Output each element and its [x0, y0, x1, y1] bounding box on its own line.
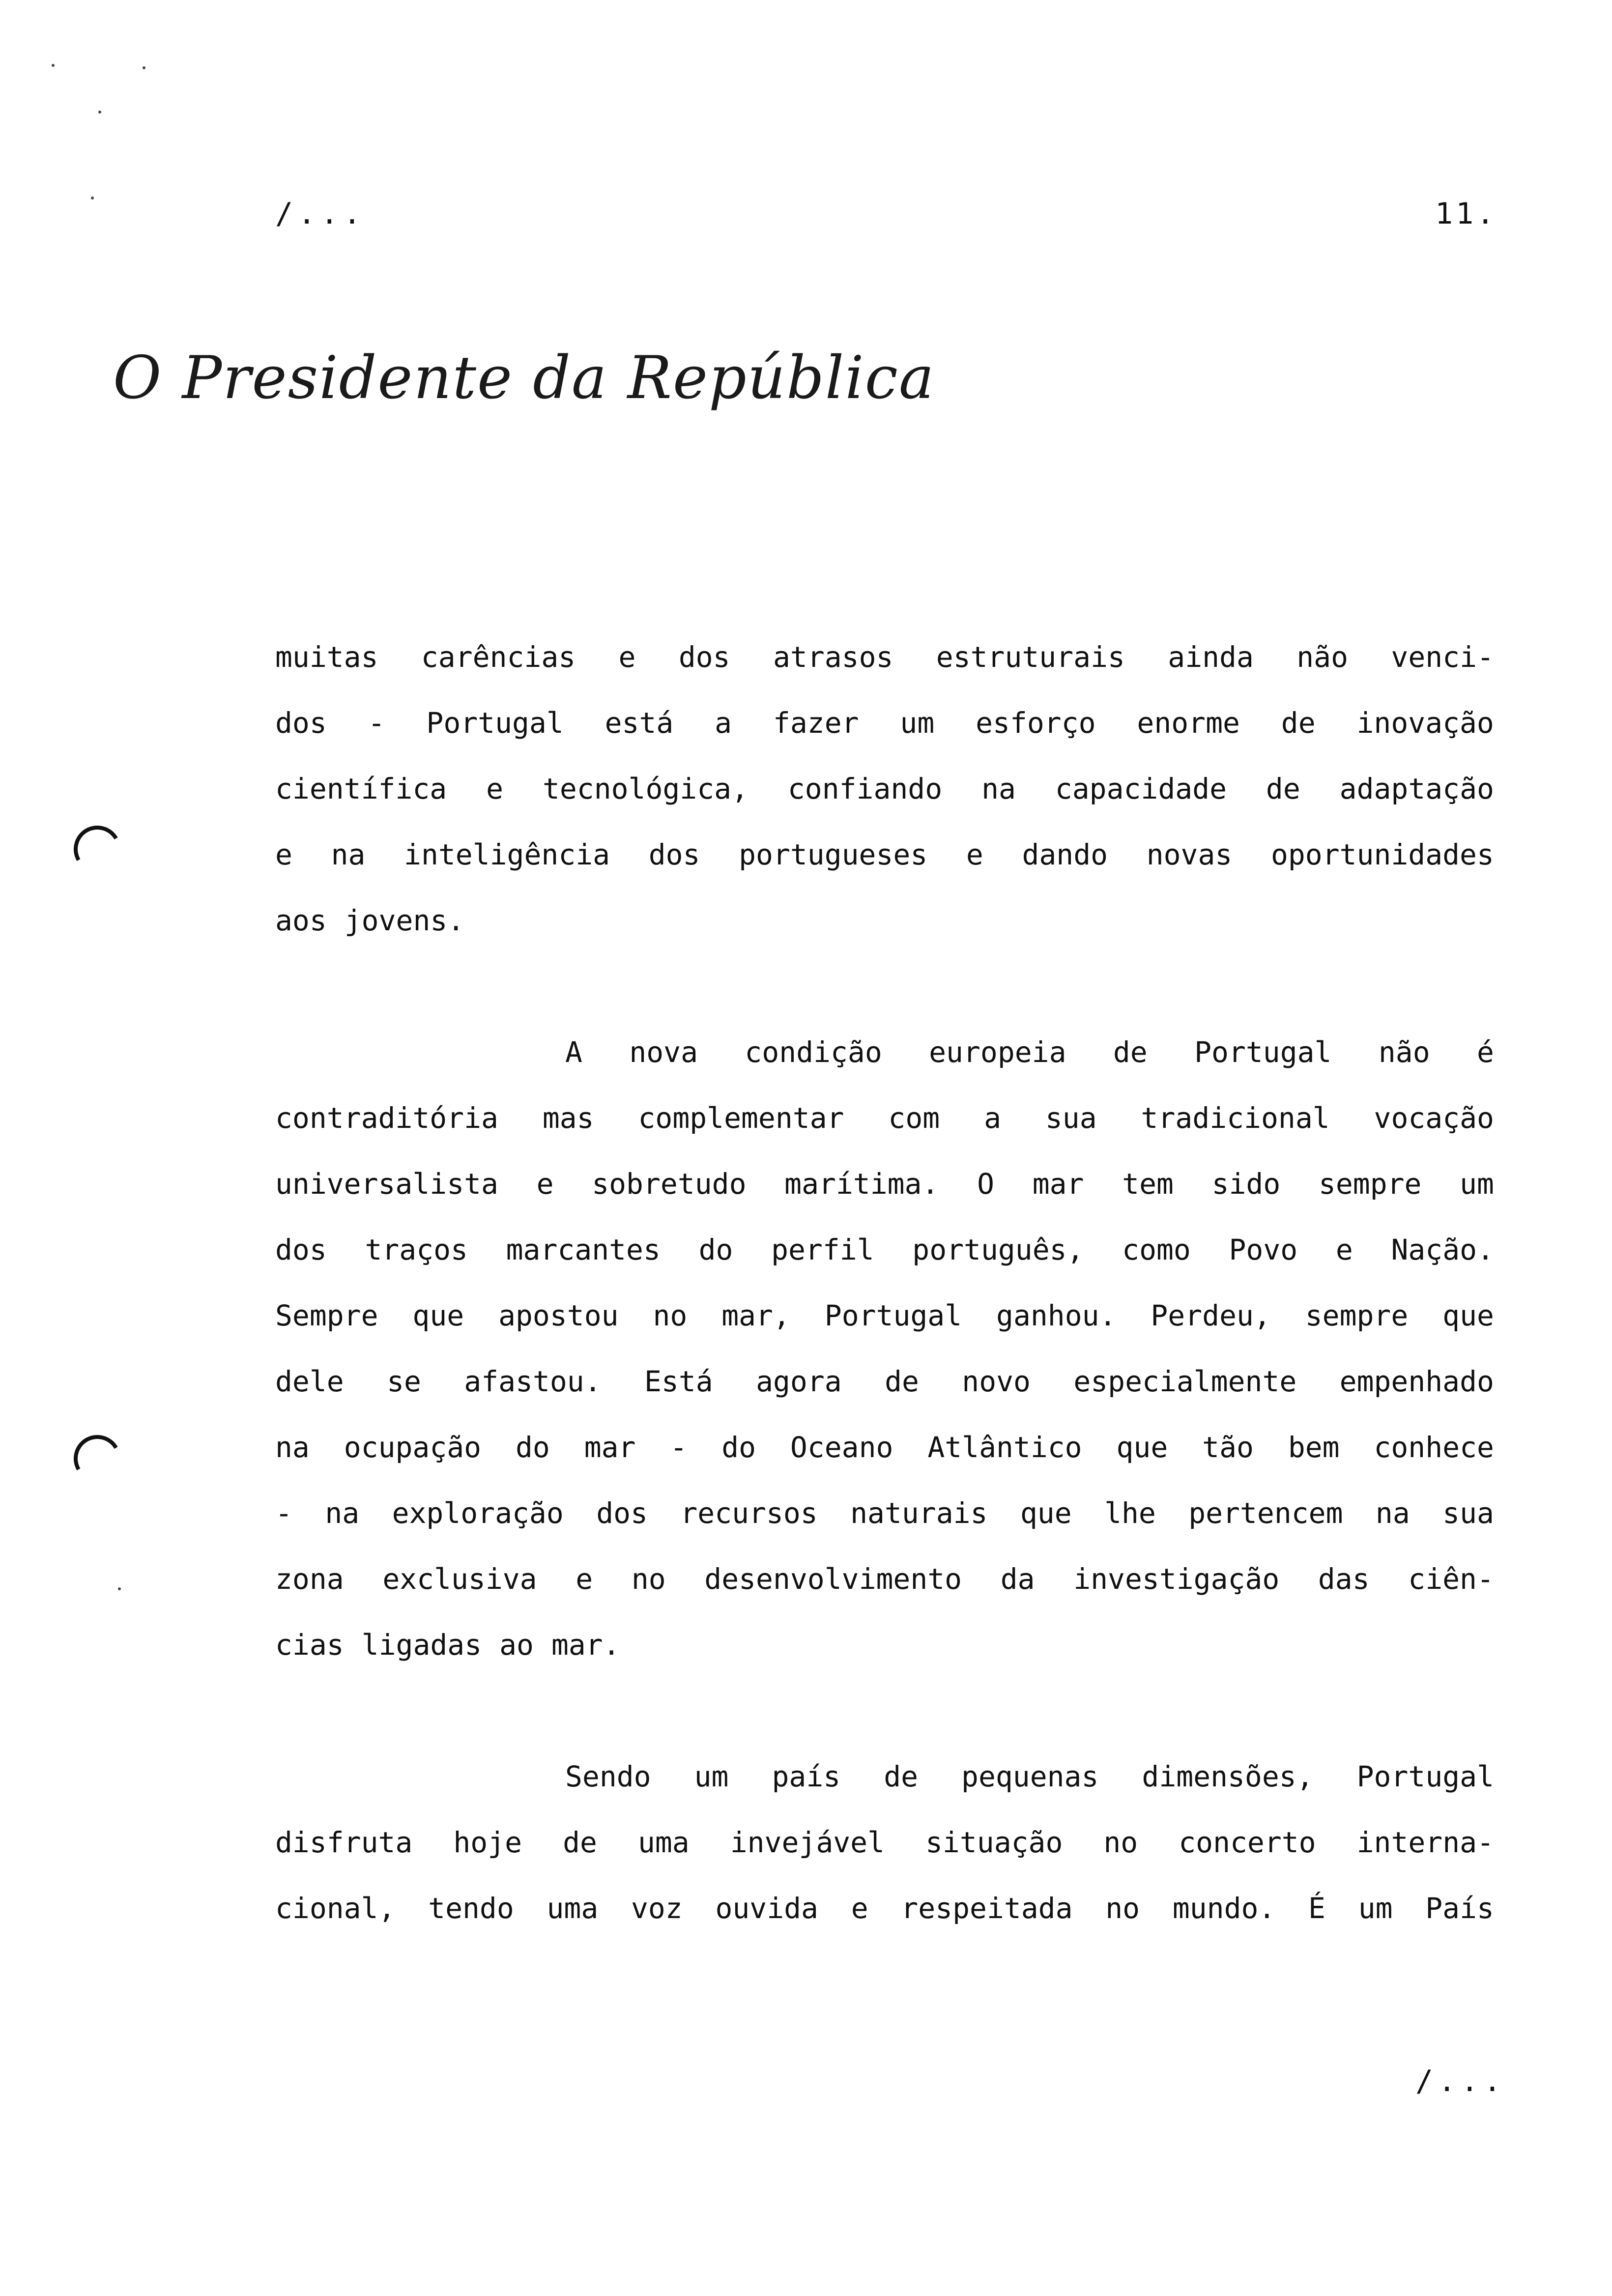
word: e — [966, 838, 983, 871]
word: Portugal — [1356, 1760, 1494, 1793]
word: sido — [1211, 1167, 1281, 1201]
word: disfruta — [275, 1826, 413, 1859]
continuation-marker-bottom: /... — [1415, 2064, 1506, 2098]
word: tecnológica, — [542, 772, 748, 805]
word: aos — [275, 904, 327, 937]
word: voz — [631, 1892, 683, 1925]
word: jovens. — [344, 904, 465, 937]
paragraph-spacing — [275, 1678, 1494, 1744]
word: português, — [912, 1233, 1084, 1266]
word: cias — [275, 1628, 344, 1662]
word: novas — [1146, 838, 1233, 871]
word: exclusiva — [382, 1562, 537, 1596]
word: um — [694, 1760, 729, 1793]
word: ganhou. — [996, 1299, 1117, 1332]
word: um — [1358, 1892, 1393, 1925]
word: país — [772, 1760, 841, 1793]
word: está — [604, 706, 674, 740]
word: venci- — [1391, 640, 1494, 674]
word: interna- — [1356, 1826, 1494, 1859]
binding-hole-mark — [68, 820, 126, 878]
word: O — [977, 1167, 995, 1201]
word: atrasos — [773, 640, 893, 674]
word: dimensões, — [1142, 1760, 1314, 1793]
word: Nação. — [1391, 1233, 1494, 1266]
word: novo — [962, 1365, 1031, 1398]
word: naturais — [850, 1496, 988, 1530]
word: contraditória — [275, 1101, 498, 1135]
word: das — [1318, 1562, 1370, 1596]
word: no — [1105, 1892, 1140, 1925]
word: de — [884, 1760, 919, 1793]
word: nova — [629, 1035, 698, 1069]
word: e — [536, 1167, 554, 1201]
word: e — [576, 1562, 593, 1596]
word: agora — [756, 1365, 842, 1398]
word: oportunidades — [1270, 838, 1494, 871]
word: que — [1442, 1299, 1494, 1332]
word: um — [1460, 1167, 1494, 1201]
word: sua — [1045, 1101, 1097, 1135]
word: Atlântico — [927, 1431, 1082, 1464]
text-line — [275, 1019, 1494, 1085]
text-line — [275, 1414, 1494, 1480]
paragraph — [275, 1019, 1494, 1678]
word: que — [412, 1299, 464, 1332]
word: investigação — [1073, 1562, 1280, 1596]
scan-speck — [91, 197, 94, 200]
word: sua — [1442, 1496, 1494, 1530]
word: Povo — [1229, 1233, 1298, 1266]
word: dos — [596, 1496, 648, 1530]
word: um — [900, 706, 935, 740]
word: a — [715, 706, 732, 740]
word: esforço — [976, 706, 1096, 740]
word: cional, — [275, 1892, 396, 1925]
word: no — [1103, 1826, 1138, 1859]
word: exploração — [392, 1496, 564, 1530]
text-line — [275, 1283, 1494, 1349]
text-line — [275, 756, 1494, 822]
word: desenvolvimento — [704, 1562, 962, 1596]
word: complementar — [638, 1101, 844, 1135]
text-line — [275, 1744, 1494, 1809]
word: dos — [678, 640, 730, 674]
word: que — [1116, 1431, 1168, 1464]
text-line — [275, 822, 1494, 888]
word: mar, — [721, 1299, 790, 1332]
word: e — [275, 838, 292, 871]
word: - — [275, 1496, 292, 1530]
word: tem — [1122, 1167, 1174, 1201]
text-line — [275, 1612, 1494, 1678]
word: uma — [637, 1826, 690, 1859]
word: adaptação — [1339, 772, 1494, 805]
word: ouvida — [715, 1892, 818, 1925]
word: do — [698, 1233, 733, 1266]
word: ainda — [1168, 640, 1254, 674]
word: da — [1000, 1562, 1035, 1596]
word: É — [1308, 1892, 1325, 1925]
word: Sempre — [275, 1299, 378, 1332]
scan-speck — [98, 111, 101, 114]
word: Portugal — [426, 706, 564, 740]
word: universalista — [275, 1167, 498, 1201]
word: invejável — [730, 1826, 885, 1859]
word: e — [618, 640, 636, 674]
word: Portugal — [1194, 1035, 1332, 1069]
word: dando — [1022, 838, 1108, 871]
word: no — [653, 1299, 688, 1332]
word: tradicional — [1141, 1101, 1330, 1135]
word: mundo. — [1172, 1892, 1276, 1925]
word: ao — [499, 1628, 534, 1662]
word: inovação — [1356, 706, 1494, 740]
word: Sendo — [565, 1760, 651, 1793]
paragraph — [275, 624, 1494, 953]
word: mas — [542, 1101, 594, 1135]
paragraph-spacing — [275, 953, 1494, 1019]
word: empenhado — [1339, 1365, 1494, 1398]
word: e — [851, 1892, 868, 1925]
word: não — [1378, 1035, 1430, 1069]
text-line — [275, 1349, 1494, 1414]
word: situação — [925, 1826, 1063, 1859]
word: pertencem — [1188, 1496, 1343, 1530]
word: sempre — [1305, 1299, 1409, 1332]
word: ocupação — [344, 1431, 482, 1464]
word: recursos — [680, 1496, 818, 1530]
word: perfil — [771, 1233, 874, 1266]
word: mar. — [551, 1628, 620, 1662]
scan-speck — [143, 66, 145, 69]
word: como — [1122, 1233, 1191, 1266]
word: respeitada — [901, 1892, 1073, 1925]
word: Portugal — [824, 1299, 962, 1332]
word: capacidade — [1055, 772, 1227, 805]
word: marítima. — [784, 1167, 939, 1201]
word: do — [515, 1431, 550, 1464]
word: confiando — [787, 772, 943, 805]
word: afastou. — [464, 1365, 602, 1398]
word: lhe — [1104, 1496, 1156, 1530]
word: se — [387, 1365, 421, 1398]
word: especialmente — [1073, 1365, 1297, 1398]
continuation-marker-top: /... — [275, 197, 366, 231]
text-line — [275, 1217, 1494, 1283]
word: sobretudo — [592, 1167, 747, 1201]
word: científica — [275, 772, 447, 805]
word: mar — [584, 1431, 636, 1464]
word: conhece — [1374, 1431, 1494, 1464]
word: - — [368, 706, 385, 740]
word: tendo — [428, 1892, 514, 1925]
word: zona — [275, 1562, 344, 1596]
word: de — [1281, 706, 1316, 740]
word: dos — [648, 838, 700, 871]
word: - — [670, 1431, 688, 1464]
word: dos — [275, 706, 327, 740]
word: é — [1477, 1035, 1494, 1069]
word: com — [888, 1101, 940, 1135]
word: bem — [1288, 1431, 1340, 1464]
word: pequenas — [961, 1760, 1099, 1793]
word: carências — [421, 640, 576, 674]
word: enorme — [1137, 706, 1240, 740]
body-text — [275, 624, 1494, 1941]
word: na — [1375, 1496, 1410, 1530]
text-line — [275, 690, 1494, 756]
word: traços — [365, 1233, 468, 1266]
paragraph — [275, 1744, 1494, 1941]
word: na — [981, 772, 1016, 805]
word: Perdeu, — [1151, 1299, 1271, 1332]
word: uma — [547, 1892, 599, 1925]
text-line — [275, 888, 1494, 953]
word: inteligência — [404, 838, 610, 871]
word: tão — [1202, 1431, 1254, 1464]
word: na — [331, 838, 366, 871]
word: mar — [1032, 1167, 1084, 1201]
word: do — [721, 1431, 756, 1464]
word: de — [1266, 772, 1300, 805]
word: muitas — [275, 640, 378, 674]
word: Está — [644, 1365, 713, 1398]
text-line — [275, 1875, 1494, 1941]
word: ligadas — [361, 1628, 482, 1662]
text-line — [275, 1480, 1494, 1546]
word: na — [275, 1431, 310, 1464]
text-line — [275, 1085, 1494, 1151]
text-line — [275, 624, 1494, 690]
word: condição — [745, 1035, 882, 1069]
text-line — [275, 1151, 1494, 1217]
word: vocação — [1374, 1101, 1494, 1135]
word: apostou — [498, 1299, 619, 1332]
word: sempre — [1318, 1167, 1422, 1201]
word: Oceano — [790, 1431, 893, 1464]
word: não — [1296, 640, 1349, 674]
text-line — [275, 1546, 1494, 1612]
word: que — [1020, 1496, 1072, 1530]
word: na — [325, 1496, 360, 1530]
letterhead-title: O Presidente da República — [113, 344, 935, 412]
word: de — [1113, 1035, 1148, 1069]
word: e — [1335, 1233, 1353, 1266]
word: no — [631, 1562, 666, 1596]
word: dele — [275, 1365, 344, 1398]
word: portugueses — [739, 838, 928, 871]
word: ciên- — [1408, 1562, 1494, 1596]
word: dos — [275, 1233, 327, 1266]
word: fazer — [773, 706, 859, 740]
word: a — [984, 1101, 1001, 1135]
binding-hole-mark — [68, 1430, 126, 1488]
word: A — [565, 1035, 582, 1069]
scan-speck — [52, 64, 55, 67]
word: de — [885, 1365, 919, 1398]
word: estruturais — [936, 640, 1125, 674]
word: de — [563, 1826, 597, 1859]
word: europeia — [929, 1035, 1066, 1069]
word: e — [486, 772, 504, 805]
scan-speck — [118, 1587, 121, 1590]
page-number: 11. — [1435, 197, 1497, 231]
text-line — [275, 1809, 1494, 1875]
word: hoje — [453, 1826, 522, 1859]
word: marcantes — [506, 1233, 661, 1266]
word: concerto — [1179, 1826, 1316, 1859]
word: País — [1425, 1892, 1494, 1925]
